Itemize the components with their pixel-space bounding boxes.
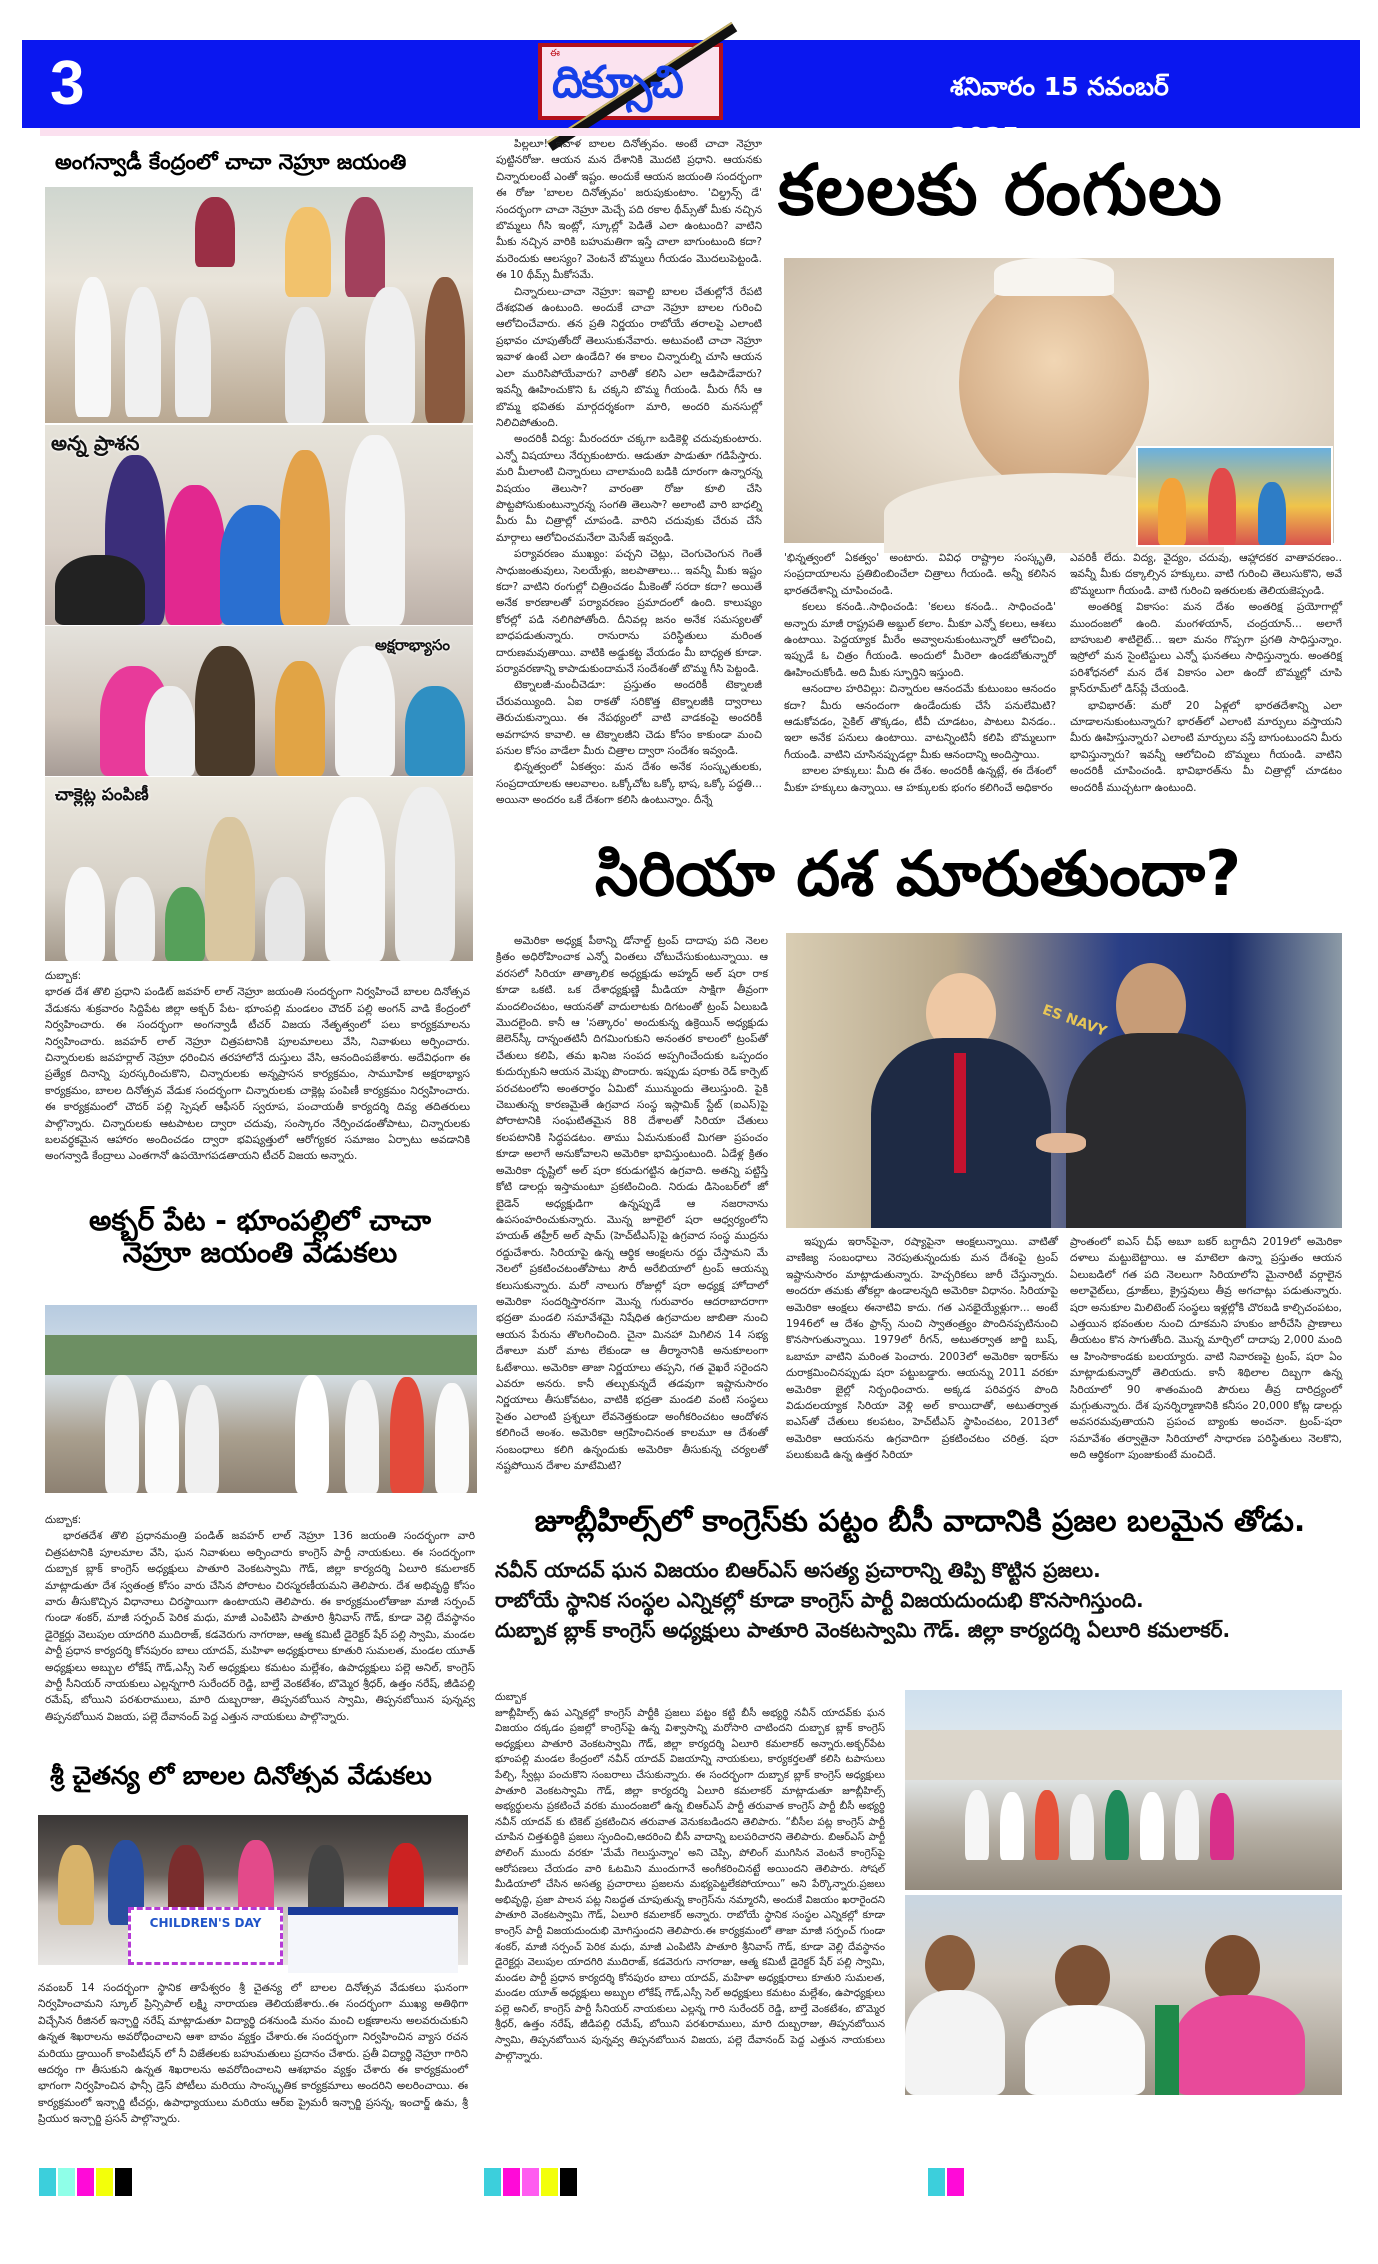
syria-column-2 [786, 1234, 1058, 1464]
article-body: భారతదేశ తొలి ప్రధానమంత్రి పండిత్ జవహర్ లాల్ నెహ్రూ 136 జయంతి సందర్భంగా వారి చిత్రపటానికి పూలమాల వేసి, ఘన నివాళులు అర్పించారు కాంగ్రెస్ పార్టీ నాయకులు. ఈ సందర్భంగా దుబ్బాక బ్లాక్ కాంగ్రెస్ అధ్యక్షులు పాతూరి వెంకటస్వామి గౌడ్, జిల్లా కార్యదర్శి ఏలూరి కమలాకర్ మాట్లాడుతూ దేశ స్వతంత్ర కోసం వారు చేసిన పోరాటం చిరస్మరణీయమని తెలిపారు. దేశ అభివృద్ధి కోసం వారు తీసుకొచ్చిన విధానాలు చిరస్థాయిగా ఉంటాయని తెలిపారు. ఈ కార్యక్రమంలోతాజా మాజీ సర్పంచ్ గుండా శంకర్, మాజీ సర్పంచ్ పెరిక మధు, మాజీ ఎంపిటిసి పాతూరి శ్రీనివాస్ గౌడ్, కూడా వెల్లి దేవస్థానం డైరెక్టర్లు వెలుపుల యాదగిరి ముదిరాజ్, కడవెరుగు నాగరాజు, ఆత్మ కమిటీ డైరెక్టర్ షేర్ పల్లి స్వామి, మండల పార్టీ ప్రధాన కార్యదర్శి కోనపురం బాలు యాదవ్, మహిళా అధ్యక్షురాలు కూతురి సుమలత, మండల యూత్ అధ్యక్షులు అబ్బుల లోకేష్ గౌడ్,ఎస్సీ సెల్ అధ్యక్షులు కమటం మల్లేశం, ఉపాధ్యక్షులు పల్లె అనిల్, కాంగ్రెస్ పార్టీ సీనియర్ నాయకులు ఎల్లన్నగారి సురేందర్ రెడ్డి, బాల్తే వెంకటేశం, బొమ్మెర శ్రీధర్, ఉత్తం నరేష్, జీడిపల్లి రమేష్, బోయిని పరశురాములు, మారి దుబ్బరాజు, తిప్పనబోయిన స్వామి, తిప్పనబోయిన పున్నవ్వ తిప్పనబోయిన విజయ, పల్లె దేవానంద్ పెద్ద ఎత్తున నాయకులు పాల్గొన్నారు. [45, 1530, 475, 1723]
jubilee-headline: జూబ్లీహిల్స్‌లో కాంగ్రెస్‌కు పట్టం బీసీ వాదానికి ప్రజల బలమైన తోడు. [534, 1504, 1306, 1539]
srichaitanya-article [38, 1980, 468, 2128]
paragraph: పర్యావరణం ముఖ్యం: పచ్చని చెట్లు, చెంగుచెంగున గెంతే సాధుజంతువులు, సెలయేళ్లు, జలపాతాలు... ఇవన్నీ మీకు ఇష్టం కదా? వాటిని రంగుల్లో చిత్రించడం మీకెంతో సరదా కదా? అయితే అనేక కారణాలతో పర్యావరణం ప్రమాదంలో ఉంది. కాలుష్యం కోరల్లో పడి నలిగిపోతోంది. దీనివల్ల జనం అనేక సమస్యలతో బాధపడుతున్నారు. రానురాను పరిస్థితులు మరింత దారుణమవుతాయి. వాటికి అడ్డుకట్ట వేయడం మీ బాధ్యత కూడా. పర్యావరణాన్ని కాపాడుకుందామనే సందేశంతో బొమ్మ గీసి పెట్టండి. [496, 548, 762, 675]
syria-headline: సిరియా దశ మారుతుందా? [594, 837, 1242, 910]
color-registration-bar-2 [484, 2168, 577, 2196]
paragraph: అందరికీ విద్య: మీరందరూ చక్కగా బడికెళ్లి చదువుకుంటారు. ఎన్నో విషయాలు నేర్చుకుంటారు. ఆడుతూ పాడుతూ గడిపేస్తారు. మరి మీలాంటి చిన్నారులు చాలామంది బడికి దూరంగా ఉన్నారన్న విషయం తెలుసా? వారంతా రోజు కూలి చేసి పొట్టపోసుకుంటున్నారన్న సంగతి తెలుసా? అలాంటి వారి బాధల్ని మీరు మీ చిత్రాల్లో చూపండి. వారిని చదువుకు చేరువ చేసే మార్గాలు ఆలోచించమనేలా మెసేజ్ ఇవ్వండి. [496, 433, 762, 544]
paragraph: భావిభారత్: మరో 20 ఏళ్లలో భారతదేశాన్ని ఎలా చూడాలనుకుంటున్నారు? భారత్‌లో ఎలాంటి మార్పులు వస్తాయని మీరు ఊహిస్తున్నారు? ఎలాంటి మార్పులు వస్తే బాగుంటుందని మీరు భావిస్తున్నారు? ఇవన్నీ ఆలోచించి బొమ్మలు గీయండి. వాటిని అందరికీ చూపించండి. భావిభారత్‌ను మీ చిత్రాల్లో చూడటం అందరికీ ముచ్చటగా ఉంటుంది. [1070, 699, 1342, 794]
paragraph: చిన్నారులు-చాచా నెహ్రూ: ఇవాల్టి బాలల చేతుల్లోనే రేపటి దేశభవిత ఉంటుంది. అందుకే చాచా నెహ్రూ బాలల గురించి ఆలోచించేవారు. తన ప్రతి నిర్ణయం రాబోయే తరాలపై ఎలాంటి ప్రభావం చూపుతోందో తెలుసుకునేవారు. అటువంటి చాచా నెహ్రూ ఇవాళ ఉంటే ఎలా ఉండేది? ఈ కాలం చిన్నారుల్ని చూసి ఆయన ఎలా మురిసిపోయేవారు? వారితో కలిసి ఎలా ఆడిపాడేవారు? ఇవన్నీ ఊహించుకొని ఓ చక్కని బొమ్మ గీయండి. మీరు గీసే ఆ బొమ్మ భవితకు మార్గదర్శకంగా మారి, అందరి మనసుల్లో నిలిచిపోతుంది. [496, 285, 762, 429]
color-registration-bar-3 [928, 2168, 964, 2196]
children-inset-photo [1136, 446, 1333, 547]
akbarpet-photo [45, 1305, 477, 1493]
subheadline: రాబోయే స్థానిక సంస్థల ఎన్నికల్లో కూడా కాంగ్రెస్ పార్టీ విజయదుందుభి కొనసాగిస్తుంది. [495, 1588, 1144, 1612]
logo-small-text: ఈ [550, 48, 560, 59]
jubilee-sublines [495, 1555, 1345, 1645]
kalalaku-column-1 [496, 136, 762, 809]
anganwadi-photo-aksharabhyasam [45, 626, 473, 776]
dateline: దుబ్బాక: [45, 970, 82, 982]
article-body: అమెరికా అధ్యక్ష పీఠాన్ని డోనాల్డ్ ట్రంప్ దాదాపు పది నెలల క్రితం అధిరోహించాక ఎన్నో వింతలు చోటుచేసుకుంటున్నాయి. ఆ వరసలో సిరియా తాత్కాలిక అధ్యక్షుడు అహ్మద్ అల్ షరా రాక కూడా ఒకటి. ఒక దేశాధ్యక్షుణ్ణి మీడియా సాక్షిగా తీవ్రంగా మందలించటం, ఆయనతో వాదులాటకు దిగటంతో ట్రంప్ ఏలుబడి మొదలైంది. కానీ ఆ 'సత్కారం' అందుకున్న ఉక్రెయిన్ అధ్యక్షుడు జెలెన్‌స్కీ దాన్నంతటినీ దిగమింగుకుని అనంతర కాలంలో ట్రంప్‌తో చేతులు కలిపి, తమ ఖనిజ సంపద అప్పగించేందుకు ఒప్పందం కుదుర్చుకుని ఆయన మెప్పు పొందారు. ఇప్పుడు షరాకు రెడ్ కార్పెట్ పరచటంలోని అంతరార్థం ఏమిటో ముున్ముందు తెలుస్తుంది. పైకి చెబుతున్న కారణమైతే ఉగ్రవాద సంస్థ ఇస్లామిక్ స్టేట్ (ఐఎస్)పై పోరాటానికి సంఘటితమైన 88 దేశాలతో సిరియా చేతులు కలపటానికి సిద్ధపడటం. తాము ఏమనుకుంటే మిగతా ప్రపంచం కూడా అలాగే అనుకోవాలని అమెరికా భావిస్తుంటుంది. ఏడేళ్ల క్రితం అమెరికా దృష్టిలో అల్ షరా కరుడుగట్టిన ఉగ్రవాది. అతన్ని పట్టిస్తే కోటి డాలర్లు ఇస్తామంటూ ప్రకటించింది. నిరుడు డిసెంబర్‌లో జో బైడెన్ అధ్యక్షుడిగా ఉన్నప్పుడే ఆ నజరానాను ఉపసంహరించుకున్నారు. మొన్న జూలైలో షరా ఆధ్వర్యంలోని హయత్ తహ్రీర్ అల్ షామ్ (హెచ్‌టీఎస్)పై ఉగ్రవాద సంస్థ ముద్రను రద్దుచేశారు. సిరియాపై ఉన్న ఆర్థిక ఆంక్షలను రద్దు చేస్తామని మే నెలలో ప్రకటించటంతోపాటు సౌదీ అరేబియాలో ట్రంప్ ఆయన్ను కలుసుకున్నారు. మరో నాలుగు రోజుల్లో షరా అధ్యక్ష హోదాలో అమెరికా సందర్శిస్తారనగా మొన్న గురువారం ఆదరాబాదరాగా భద్రతా మండలి సమావేశమై నిషేధిత ఉగ్రవాదుల జాబితా నుంచి ఆయన పేరును తొలగించింది. చైనా మినహా మిగిలిన 14 సభ్య దేశాలూ మరో మాట లేకుండా ఆ తీర్మానానికి అనుకూలంగా ఓటేశాయి. అమెరికా తాజా నిర్ణయాలు తప్పని, గత వైఖరే సరైందని ఎవరూ అనరు. కానీ తల్చుకున్నదే తడవుగా ఇష్టానుసారం నిర్ణయాలు తీసుకోవటం, వాటికి భద్రతా మండలి వంటి సంస్థలు సైతం ఎలాంటి ప్రశ్నలూ లేవనెత్తకుండా అంగీకరించటం ఆందోళన కలిగించే అంశం. అమెరికా ఆగ్రహించినంత కాలమూ ఆ దేశంతో సంబంధాలు కలిగి ఉన్నందుకు అమెరికా తీసుకున్న చర్యలతో నష్టపోయిన దేశాల మాటేమిటి? [496, 935, 768, 1472]
paragraph: అంతరిక్ష వికాసం: మన దేశం అంతరిక్ష ప్రయోగాల్లో ముందంజలో ఉంది. మంగళయాన్, చంద్రయాన్... అలాగే బాహుబలి శాటిలైట్... ఇలా మనం గొప్పగా ప్రగతి సాధిస్తున్నాం. ఇస్రోలో మన సైంటిస్టులు ఎన్నో ఘనతలు సాధిస్తున్నారు. అంతరిక్ష పరిశోధనలో మన దేశ వికాసం ఎలా ఉందో బొమ్మల్లో చూపి క్లాస్‌రూమ్‌లో డిస్‌ప్లే చేయండి. [1070, 601, 1342, 696]
syria-column-3 [1070, 1234, 1342, 1464]
newspaper-logo [538, 43, 723, 120]
paragraph: బాలల హక్కులు: మీది ఈ దేశం. అందరికీ ఉన్నట్లే, ఈ దేశంలో మీకూ హక్కులు ఉన్నాయి. ఆ హక్కులకు భంగం కలిగించే అధికారం [784, 765, 1056, 794]
paragraph: భిన్నత్వంలో ఏకత్వం: మన దేశం అనేక సంస్కృతులకు, సంప్రదాయాలకు ఆలవాలం. ఒక్కోచోట ఒక్కో భాష, ఒక్కో పద్ధతి... అయినా అందరం ఒకే దేశంగా కలిసి ఉంటున్నాం. దీన్నే [496, 761, 762, 807]
divider [40, 128, 650, 136]
article-body: జూబ్లీహిల్స్ ఉప ఎన్నికల్లో కాంగ్రెస్ పార్టీకి ప్రజలు పట్టం కట్టి బీసీ అభ్యర్థి నవీన్ యాదవ్‌కు ఘన విజయం దక్కడం ప్రజల్లో కాంగ్రెస్‌పై ఉన్న విశ్వాసాన్ని మరోసారి చాటిందని దుబ్బాక బ్లాక్ కాంగ్రెస్ అధ్యక్షులు పాతూరి వెంకటస్వామి గౌడ్, జిల్లా కార్యదర్శి ఏలూరి కమలాకర్ అన్నారు.అక్బర్‌పేట భూంపల్లి మండల కేంద్రంలో నవీన్ యాదవ్ విజయాన్ని నాయకులు, కార్యకర్తలతో కలిసి టపాసులు పేల్చి, స్వీట్లు పంచుకొని సంబరాలు చేసుకున్నారు. ఈ సందర్భంగా దుబ్బాక బ్లాక్ కాంగ్రెస్ అధ్యక్షులు పాతూరి వెంకటస్వామి గౌడ్, జిల్లా కార్యదర్శి ఏలూరి కమలాకర్ మాట్లాడుతూ జూబ్లీహిల్స్ అభ్యర్థులను ప్రకటించే వరకు ముందంజలో ఉన్న బిఆర్ఎస్ పార్టీ తరువాత కాంగ్రెస్ పార్టీ బీసీ అభ్యర్థి నవీన్ యాదవ్ కు టికెట్ ప్రకటించిన తరువాత వెనుకబడిందని తెలిపారు. “బీసీల పట్ల కాంగ్రెస్ పార్టీ చూపిన చిత్తశుద్ధికి ప్రజలు స్పందించి,ఆదరించి బీసీ వాదాన్ని బలపరిచారని తెలిపారు. బిఆర్ఎస్ పార్టీ పోలింగ్ ముందు వరకూ 'మేమే గెలుస్తున్నాం' అని చెప్పి, పోలింగ్ ముగిసిన వెంటనే కాంగ్రెస్‌పై ఆరోపణలు చేయడం వారి ఓటమిని ముందుగానే అంగీకరించినట్టే అయిందని తెలిపారు. సోషల్ మీడియాలో చేసిన అసత్య ప్రచారాలు ప్రజలను మభ్యపెట్టలేకపోయాయి” అని పేర్కొన్నారు.ప్రజలు అభివృద్ధి, ప్రజా పాలన పట్ల నిబద్ధత చూపుతున్న కాంగ్రెస్‌ను నమ్మారనీ, అందుకే విజయం ఖరారైందని పాతూరి వెంకటస్వామి గౌడ్, ఏలూరి కమలాకర్ అన్నారు. రాబోయే స్థానిక సంస్థల ఎన్నికల్లో కూడా కాంగ్రెస్ పార్టీ విజయదుందుభి మోగిస్తుందని తెలిపారు.ఈ కార్యక్రమంలో తాజా మాజీ సర్పంచ్ గుండా శంకర్, మాజీ సర్పంచ్ పెరిక మధు, మాజీ ఎంపిటిసి పాతూరి శ్రీనివాస్ గౌడ్, కూడా వెల్లి దేవస్థానం డైరెక్టర్లు వెలుపుల యాదగిరి ముదిరాజ్, కడవెరుగు నాగరాజు, ఆత్మ కమిటీ డైరెక్టర్ షేర్ పల్లి స్వామి, మండల పార్టీ ప్రధాన కార్యదర్శి కోనపురం బాలు యాదవ్, మహిళా అధ్యక్షురాలు కూతురి సుమలత, మండల యూత్ అధ్యక్షులు అబ్బుల లోకేష్ గౌడ్,ఎస్సీ సెల్ అధ్యక్షులు కమటం మల్లేశం, ఉపాధ్యక్షులు పల్లె అనిల్, కాంగ్రెస్ పార్టీ సీనియర్ నాయకులు ఎల్లన్న గారి సురేందర్ రెడ్డి, బాల్తే వెంకటేశం, బొమ్మెర శ్రీధర్, ఉత్తం నరేష్, జీడిపల్లి రమేష్, బోయిని పరశురాములు, మారి దుబ్బరాజు, తిప్పనబోయిన స్వామి, తిప్పనబోయిన పున్నవ్వ తిప్పనబోయిన విజయ, పల్లె దేవానంద్ పెద్ద ఎత్తున నాయకులు పాల్గొన్నారు. [495, 1707, 885, 2062]
jubilee-article [495, 1690, 885, 2064]
article-body: భారత దేశ తొలి ప్రధాని పండిట్ జవహర్ లాల్ నెహ్రూ జయంతి సందర్భంగా నిర్వహించే బాలల దినోత్సవ వేడుకను శుక్రవారం సిద్దిపేట జిల్లా అక్బర్ పేట- భూంపల్లి మండలం చౌదర్ పల్లి అంగన్ వాడి కేంద్రంలో నిర్వహించారు. ఈ సందర్భంగా అంగన్వాడీ టీచర్ విజయ నేతృత్వంలో పలు కార్యక్రమాలను నిర్వహించారు. జవహర్ లాల్ నెహ్రూ చిత్రపటానికి పూలమాలలు వేసి, నివాళులు అర్పించారు. చిన్నారులకు జవహర్లాల్ నెహ్రూ ధరించిన తరహాలోనే దుస్తులు వేసి, ఆనందింపజేశారు. అదేవిధంగా ఈ ప్రత్యేక దినాన్ని పురస్కరించుకొని, చిన్నారులకు అన్నప్రాసన కార్యక్రమం, సామూహిక అక్షరాభ్యాస కార్యక్రమం, బాలల దినోత్సవ వేడుక సందర్భంగా చిన్నారులకు చాక్లెట్ల పంపిణీ కార్యక్రమం నిర్వహించారు. ఈ కార్యక్రమంలో చౌదర్ పల్లి స్పెషల్ ఆఫీసర్ స్వరూప, పంచాయతీ కార్యదర్శి దివ్య తదితరులు పాల్గొన్నారు. చిన్నారులకు ఆటపాటల ద్వారా చదువు, సంస్కారం నేర్పించడంతోపాటు, చిన్నారులకు బలవర్ధకమైన ఆహారం అందించడం ద్వారా భవిష్యత్తులో ఆరోగ్యకర సమాజం ఏర్పాటు అవడానికి అంగన్వాడి కేంద్రాలు ఎంతగానో ఉపయోగపడతాయని టీచర్ విజయ అన్నారు. [45, 986, 470, 1163]
kalalaku-column-2 [784, 550, 1056, 796]
photo-label-aksharabhyasam: అక్షరాభ్యాసం [375, 636, 450, 654]
paragraph: ఆనందాల హరివిల్లు: చిన్నారుల ఆనందమే కుటుంబం ఆనందం కదా? మీరు ఆనందంగా ఉండేందుకు చేసే పనులేమిటి? ఆడుకోవడం, సైకిల్ తొక్కడం, టీవీ చూడటం, పాటలు వినడం.. ఇలా అనేక పనులు ఉంటాయి. వాటన్నింటినీ కలిపి బొమ్మలుగా గీయండి. వాటిని చూసినప్పుడల్లా మీకు ఆనందాన్ని అందిస్తాయి. [784, 683, 1056, 761]
kalalaku-headline: కలలకు రంగులు [778, 149, 1223, 231]
color-registration-bar-1 [39, 2168, 132, 2196]
subheadline: దుబ్బాక బ్లాక్ కాంగ్రెస్ అధ్యక్షులు పాతూరి వెంకటస్వామి గౌడ్. జిల్లా కార్యదర్శి ఏలూరి కమలాకర్. [495, 1618, 1231, 1642]
celebration-photo-2 [905, 1895, 1342, 2095]
paragraph: టెక్నాలజీ-మంచీచెడూ: ప్రస్తుతం అందరికీ టెక్నాలజీ చేరువయ్యింది. ఏఐ రాకతో సరికొత్త టెక్నాలజీకి ద్వారాలు తెరుచుకున్నాయి. ఈ నేపథ్యంలో వాటి వాడకంపై అందరికీ అవగాహన కావాలి. ఆ టెక్నాలజీని చెడు కోసం కాకుండా మంచి పనుల కోసం వాడేలా మీరు చిత్రాల ద్వారా సందేశం ఇవ్వండి. [496, 679, 762, 758]
syria-column-1 [496, 933, 768, 1474]
logo-text: దిక్సూచి [552, 57, 682, 108]
celebration-photo-1 [905, 1690, 1342, 1890]
childrens-day-banner: CHILDREN'S DAY [128, 1907, 283, 1965]
paragraph: కలలు కనండి..సాధించండి: 'కలలు కనండి.. సాధించండి' అన్నారు మాజీ రాష్ట్రపతి అబ్దుల్ కలాం. మీకూ ఎన్నో కలలు, ఆశలు ఉంటాయి. పెద్దయ్యాక మీరేం అవ్వాలనుకుంటున్నారో ఆలోచించి, ఇప్పుడే ఓ చిత్రం గీయండి. అందులో మీరెలా ఉండబోతున్నారో ఊహించుకోండి. అది మీకు స్ఫూర్తిని ఇస్తుంది. [784, 601, 1056, 679]
flag-text: ES NAVY [1040, 1002, 1109, 1040]
page-number: 3 [50, 49, 85, 118]
srichaitanya-photo [38, 1815, 468, 1965]
anganwadi-photo-children [45, 187, 473, 423]
article-body: ప్రాంతంలో ఐఎస్ చీఫ్ అబూ బకర్ బగ్దాదీని 2019లో అమెరికా దళాలు మట్టుబెట్టాయి. ఆ మాటెలా ఉన్నా ప్రస్తుతం ఆయన ఏలుబడిలో గత పది నెలలుగా సిరియాలోని మైనారిటీ వర్గాలైన అలావైట్‌లు, డ్రూజ్‌లు, క్రైస్తవులు తీవ్ర అగచాట్లు పడుతున్నారు. షరా అనుకూల మిలిటెంట్ సంస్థలు ఇళ్లల్లోకి చొరబడి కాల్చిచంపటం, ఎత్తయిన భవంతుల నుంచి దూకమని హుకుం జారీచేసి ప్రాణాలు తీయటం కొన సాగుతోంది. మొన్న మార్చిలో దాదాపు 2,000 మంది ఆ హింసాకాండకు బలయ్యారు. వాటి నివారణపై ట్రంప్, షరా ఏం మాట్లాడుకున్నారో తెలియదు. కానీ శిథిలాల దిబ్బగా ఉన్న సిరియాలో 90 శాతంమంది పౌరులు తీవ్ర దారిద్ర్యంలో మగ్గుతున్నారు. దేశ పునర్నిర్మాణానికి కనీసం 20,000 కోట్ల డాలర్లు అవసరమవుతాయని ప్రపంచ బ్యాంకు అంచనా. ట్రంప్-షరా సమావేశం తర్వాతైనా సిరియాలో సాధారణ పరిస్థితులు నెలకొని, అది ఆర్థికంగా పుంజుకుంటే మంచిదే. [1070, 1236, 1342, 1462]
trump-sharaa-photo [786, 933, 1342, 1228]
paragraph: ఎవరికీ లేదు. విద్య, వైద్యం, చదువు, ఆహ్లాదకర వాతావరణం.. ఇవన్నీ మీకు దక్కాల్సిన హక్కులు. వాటి గురించి తెలుసుకొని, అవే బొమ్మలుగా గీయండి. వాటి గురించి ఇతరులకు తెలియజెప్పండి. [1070, 552, 1342, 597]
article-body: ఇప్పుడు ఇరాన్‌పైనా, రష్యాపైనా ఆంక్షలున్నాయి. వాటితో వాణిజ్య సంబంధాలు నెరపుతున్నందుకు మన దేశంపై ట్రంప్ ఇష్టానుసారం మాట్లాడుతున్నారు. హెచ్చరికలు జారీ చేస్తున్నారు. అందరూ తమకు తోకల్లా ఉండాలన్నది అమెరికా విధానం. సిరియాపై అమెరికా ఆంక్షలు ఈనాటివి కాదు. గత ఎనభైయ్యేళ్లుగా... అంటే 1946లో ఆ దేశం ఫ్రాన్స్ నుంచి స్వాతంత్ర్యం పొందినప్పటినుంచి కొనసాగుతున్నాయి. 1979లో రీగన్, అటుతర్వాత జార్జి బుష్, ఒబామా వాటిని మరింత పెంచారు. 2003లో అమెరికా ఇరాక్‌ను దురాక్రమించినప్పుడు షరా పట్టుబడ్డారు. ఆయన్ను 2011 వరకూ అమెరికా జైల్లో నిర్బంధించారు. అక్కడ పరివర్తన పొంది విడుదలయ్యాక సిరియా వెళ్లి అల్ కాయిదాతో, అటుతర్వాత ఐఎస్‌తో చేతులు కలపటం, హెచ్‌టీఎస్ స్థాపించటం, 2013లో అమెరికా ఆయనను ఉగ్రవాదిగా ప్రకటించటం చరిత్ర. షరా పలుకుబడి ఉన్న ఉత్తర సిరియా [786, 1236, 1058, 1462]
anganwadi-photo-annaprasana [45, 425, 473, 625]
anganwadi-photo-chocolates [45, 777, 473, 961]
dateline: దుబ్బాక: [45, 1514, 82, 1526]
kalalaku-column-3 [1070, 550, 1342, 796]
akbarpet-article [45, 1512, 475, 1725]
issue-date: శనివారం 15 నవంబర్ 2025 [950, 72, 1169, 151]
paragraph: 'భిన్నత్వంలో ఏకత్వం' అంటారు. వివిధ రాష్ట్రాల సంస్కృతి, సంప్రదాయాలను ప్రతిబింబించేలా చిత్రాలు గీయండి. అన్నీ కలిసిన భారతదేశాన్ని చూపించండి. [784, 552, 1056, 597]
photo-label-annaprasana: అన్న ప్రాశన [51, 431, 140, 455]
anganwadi-article [45, 968, 470, 1165]
subheadline: నవీన్ యాదవ్ ఘన విజయం బిఆర్ఎస్ అసత్య ప్రచారాన్ని తిప్పి కొట్టిన ప్రజలు. [495, 1558, 1101, 1582]
anganwadi-headline: అంగన్వాడీ కేంద్రంలో చాచా నెహ్రూ జయంతి [55, 150, 407, 174]
photo-label-chocolates: చాక్లెట్ల పంపిణీ [55, 785, 149, 805]
dateline: దుబ్బాక [495, 1692, 527, 1703]
article-body: నవంబర్ 14 సందర్భంగా స్థానిక తాపేశ్వరం శ్రీ చైతన్య లో బాలల దినోత్సవ వేడుకలు ఘనంగా నిర్వహించామని స్కూల్ ప్రిన్సిపాల్ లక్ష్మి నారాయణ తెలియజేశారు..ఈ సందర్భంగా ముఖ్య అతిథిగా విచ్చేసిన రీజినల్ ఇన్చార్జి నరేష్ మాట్లాడుతూ విద్యార్థి దశనుండి మనం మంచి లక్షణాలను అలవరుచుకుని ఉన్నత శిఖరాలను అవరోధించాలని ఆశా బావం వ్యక్తం చేశారు.ఈ సందర్భంగా నిర్వహించిన వ్యాస రచన మరియు డ్రాయింగ్ కాంపిటీషన్ లో నీ విజేతలకు బహుమతులు ప్రదానం చేశారు. ప్రతీ విద్యార్థి నెహ్రూ గారిని ఆదర్శం గా తీసుకుని ఉన్నత శిఖరాలను అవరోదించాలని ఆశభావం వ్యక్తం చేశారు ఈ కార్యక్రమంలో భాగంగా నిర్వహించిన ఫాన్సీ డ్రెస్ పోటీలు మరియు సాంస్కృతిక కార్యక్రమాలు అందరిని అలరించాయి. ఈ కార్యక్రమంలో ఇన్చార్జి టీచర్లు, ఉపాధ్యాయులు మరియు ఆర్ఐ ప్రైమరీ ఇన్చార్జి ప్రసన్న, ఇంచార్జ్ ఉమ, శ్రీ ప్రియుర ఇన్చార్జి ప్రసన్ పాల్గొన్నారు. [38, 1982, 468, 2126]
akbarpet-headline: అక్బర్ పేట - భూంపల్లిలో చాచా నెహ్రూ జయంతి వేడుకలు [89, 1204, 431, 1270]
srichaitanya-headline: శ్రీ చైతన్య లో బాలల దినోత్సవ వేడుకలు [50, 1761, 432, 1790]
paragraph: పిల్లలూ! ఇవాళ బాలల దినోత్సవం. అంటే చాచా నెహ్రూ పుట్టినరోజు. ఆయన మన దేశానికి మొదటి ప్రధాని. ఆయనకు చిన్నారులంటే ఎంతో ఇష్టం. అందుకే ఆయన జయంతి సందర్భంగా ఈ రోజు 'బాలల దినోత్సవం' జరుపుకుంటాం. 'చిల్డ్రన్స్ డే' సందర్భంగా చాచా నెహ్రూ మెచ్చే పది రకాల థీమ్స్‌తో మీకు నచ్చిన బొమ్మలు గీసి ఇంట్లో, స్కూల్లో పెడితే ఎలా ఉంటుంది? వాటిని మీకు నచ్చిన వారికి బహుమతిగా ఇస్తే చాలా బాగుంటుంది కదా? మరెందుకు ఆలస్యం? వెంటనే బొమ్మలు గీయడం మొదలుపెట్టండి. ఈ 10 థీమ్స్ మీకోసమే. [496, 138, 762, 282]
nehru-photo [784, 258, 1334, 543]
